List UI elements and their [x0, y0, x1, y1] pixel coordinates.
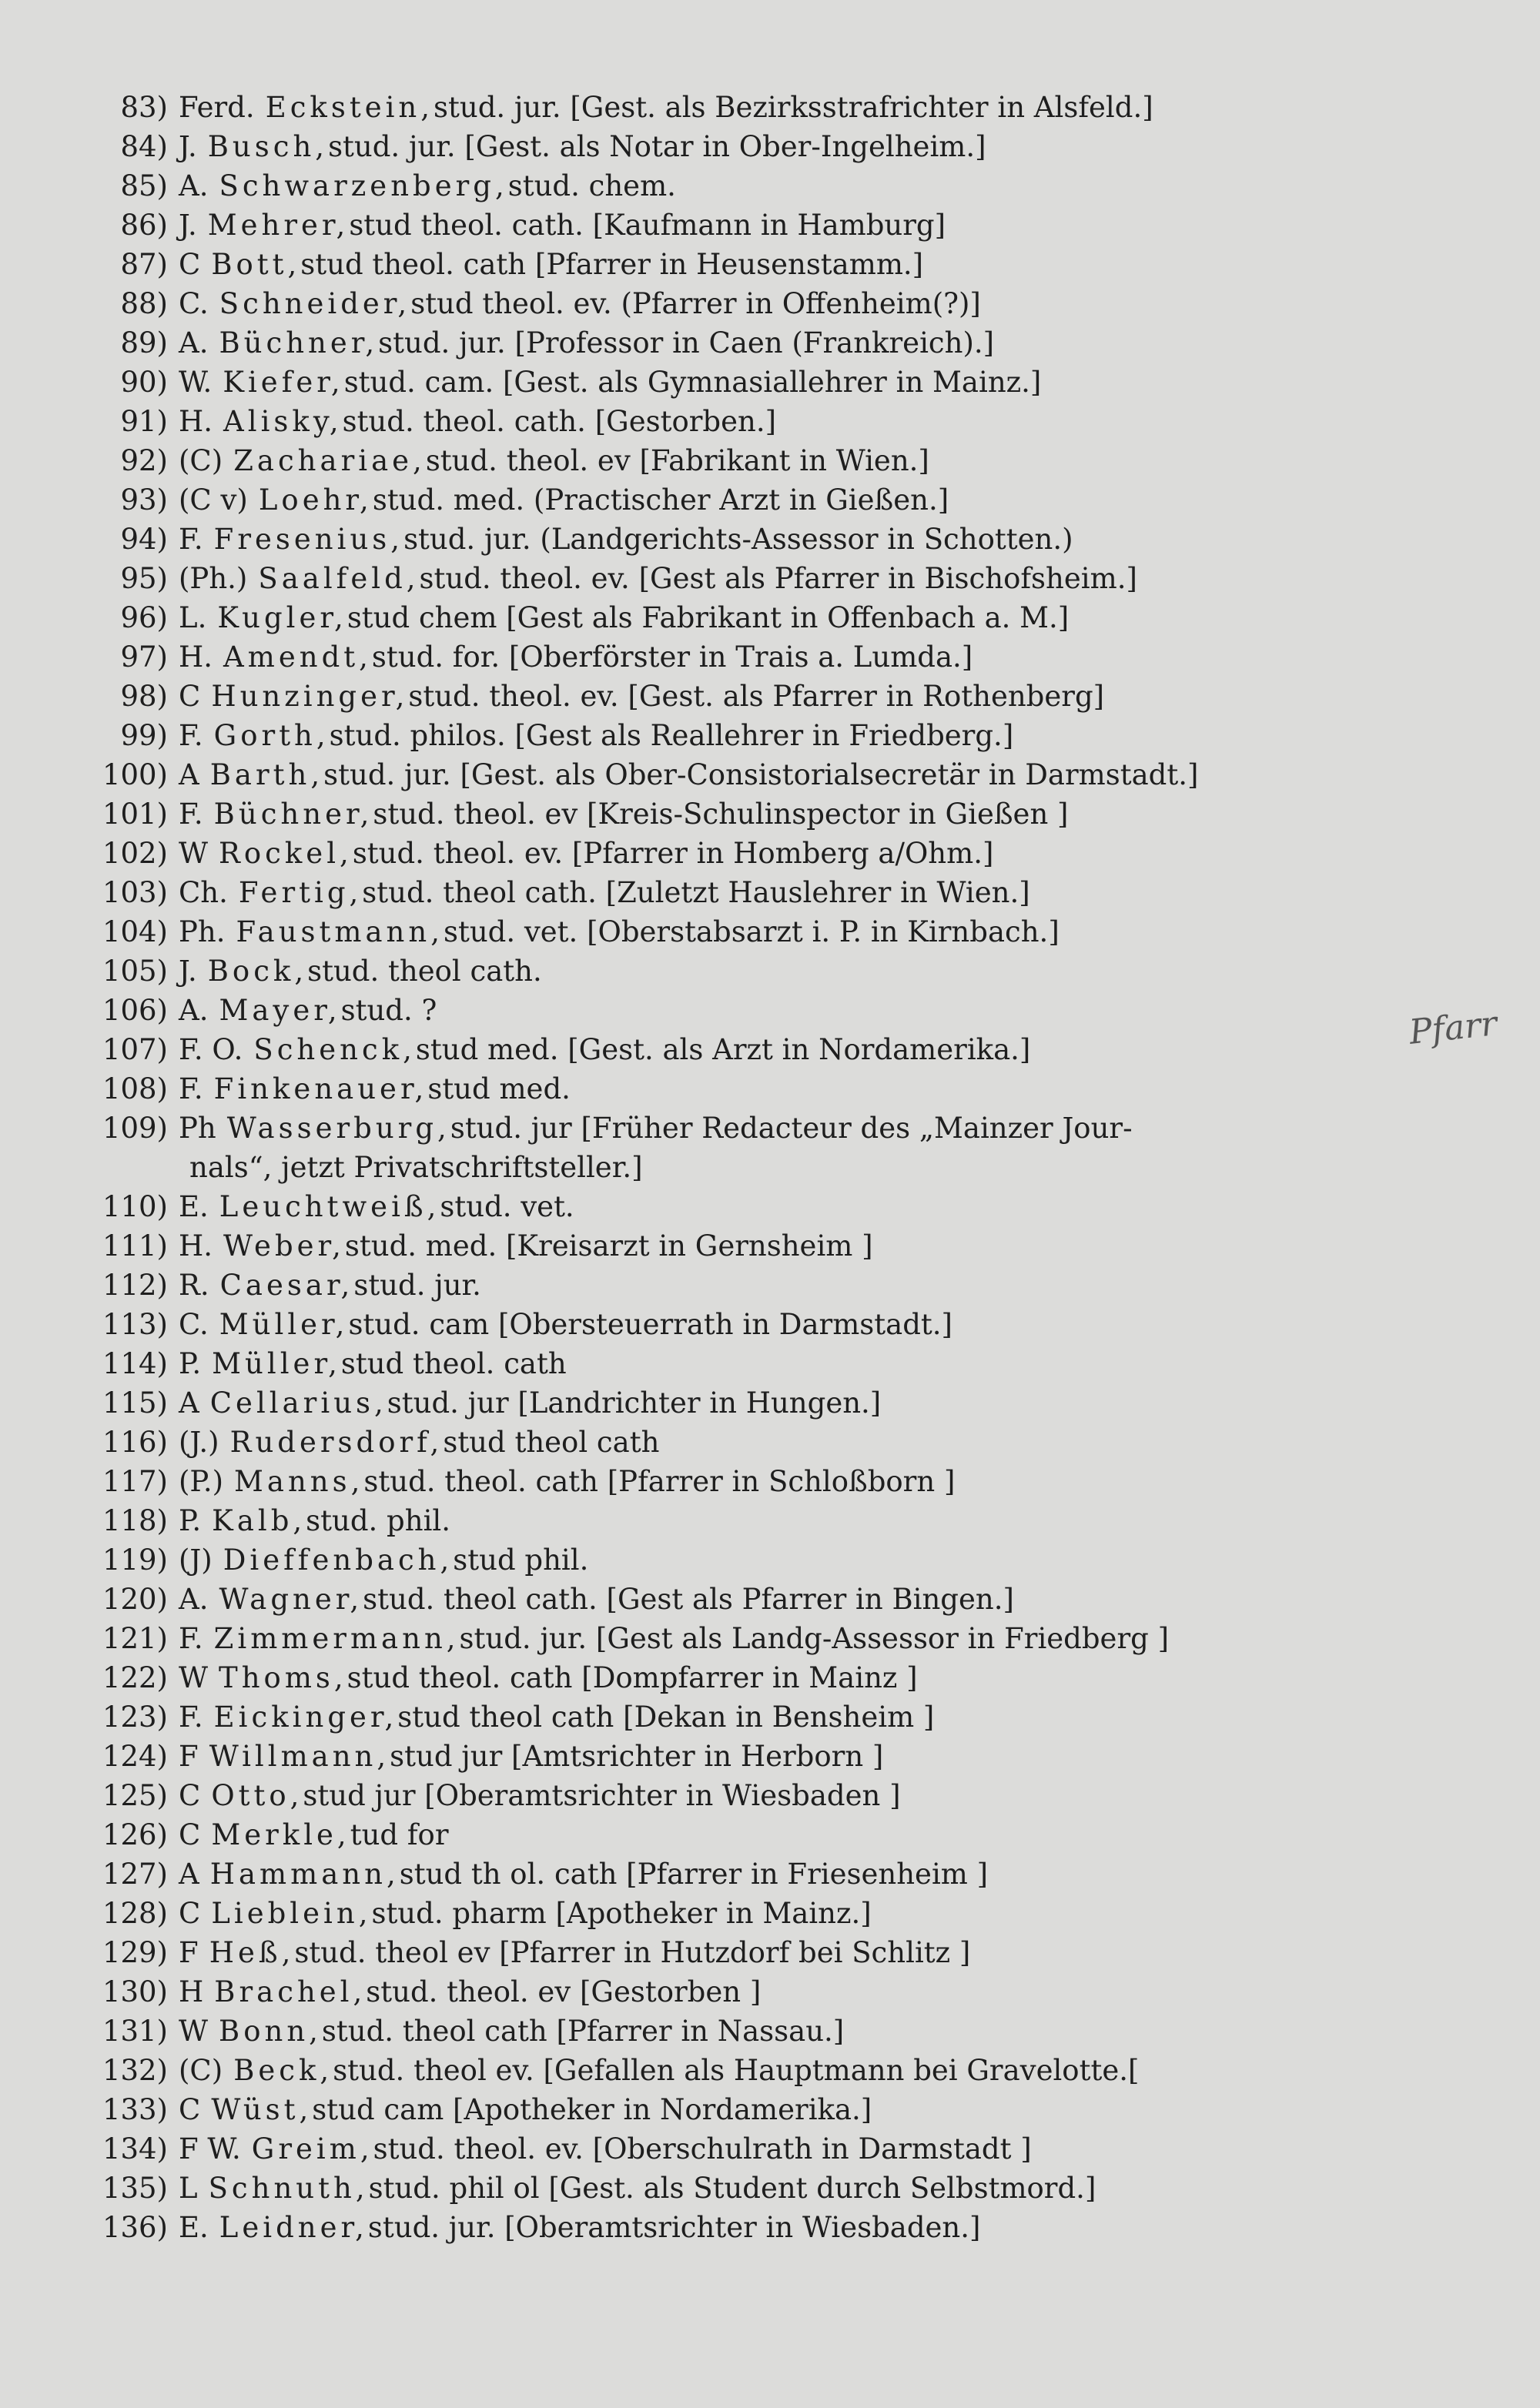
entry-initials: C. — [179, 287, 209, 320]
entry-number: 121) — [102, 1622, 168, 1655]
entry-details: stud. theol ev [Pfarrer in Hutzdorf bei Schlitz ] — [294, 1936, 971, 1969]
entry-number: 95) — [120, 562, 168, 595]
entry-initials: W. — [179, 366, 213, 399]
entry-number: 106) — [102, 994, 168, 1027]
list-entry — [0, 444, 1540, 483]
entry-surname: Finkenauer, — [213, 1072, 428, 1105]
entry-initials: C — [179, 680, 201, 713]
entry-details: stud theol. cath [Dompfarrer in Mainz ] — [346, 1661, 918, 1694]
list-entry — [0, 1975, 1540, 2015]
entry-initials: C — [179, 1779, 201, 1812]
entry-details: stud. jur [Landrichter in Hungen.] — [387, 1386, 882, 1420]
list-entry — [0, 326, 1540, 366]
list-entry — [0, 994, 1540, 1033]
entry-surname: Manns, — [234, 1465, 364, 1498]
list-entry — [0, 405, 1540, 444]
entry-initials: F. — [179, 798, 203, 831]
list-entry — [0, 601, 1540, 640]
entry-details: stud med. — [427, 1072, 571, 1105]
entry-surname: Wasserburg, — [226, 1112, 450, 1145]
list-entry — [0, 1386, 1540, 1426]
entry-surname: Hammann, — [209, 1858, 400, 1891]
entry-surname: Wagner, — [219, 1583, 363, 1616]
entry-initials: A — [179, 1386, 199, 1420]
entry-surname: Rudersdorf, — [229, 1426, 444, 1459]
list-entry — [0, 91, 1540, 130]
entry-initials: A — [179, 1858, 199, 1891]
entry-details: stud. philos. [Gest als Reallehrer in Friedberg.] — [329, 719, 1014, 752]
entry-initials: H. — [179, 640, 213, 674]
entry-surname: Kalb, — [212, 1504, 306, 1537]
entry-number: 85) — [120, 169, 168, 202]
entry-initials: F. — [179, 1072, 203, 1105]
list-entry — [0, 169, 1540, 209]
entry-surname: Fertig, — [238, 876, 363, 909]
entry-surname: Willmann, — [209, 1740, 390, 1773]
entry-number: 90) — [120, 366, 168, 399]
entry-number: 101) — [102, 798, 168, 831]
entry-initials: (C v) — [179, 483, 248, 517]
list-entry — [0, 2054, 1540, 2093]
list-entry — [0, 2172, 1540, 2211]
entry-surname: Weber, — [223, 1229, 345, 1263]
entry-surname: Fresenius, — [213, 523, 404, 556]
entry-details: stud. jur. [Gest als Landg-Assessor in Friedberg ] — [459, 1622, 1170, 1655]
entry-surname: Caesar, — [219, 1269, 354, 1302]
entry-number: 96) — [120, 601, 168, 634]
entry-surname: Leuchtweiß, — [219, 1190, 440, 1223]
handwritten-margin-note: Pfarr — [1407, 1004, 1499, 1052]
entry-initials: P. — [179, 1347, 202, 1380]
entry-surname: Rockel, — [219, 837, 353, 870]
entry-number: 83) — [120, 91, 168, 124]
entry-number: 126) — [102, 1818, 168, 1851]
entry-number: 130) — [102, 1975, 168, 2008]
entry-initials: (C) — [179, 2054, 223, 2087]
list-entry — [0, 719, 1540, 758]
entry-details: stud. theol. ev. [Gest als Pfarrer in Bischofsheim.] — [419, 562, 1137, 595]
entry-details: stud chem [Gest als Fabrikant in Offenbach a. M.] — [346, 601, 1070, 634]
list-entry — [0, 209, 1540, 248]
entry-number: 84) — [120, 130, 168, 163]
entry-details: stud. theol. ev [Fabrikant in Wien.] — [425, 444, 929, 477]
entry-number: 107) — [102, 1033, 168, 1066]
entry-details: stud cam [Apotheker in Nordamerika.] — [312, 2093, 872, 2126]
entry-details: stud. theol. cath. [Gestorben.] — [342, 405, 777, 438]
entry-continuation: nals“, jetzt Privatschriftsteller.] — [189, 1151, 643, 1184]
list-entry — [0, 2093, 1540, 2132]
entry-initials: R. — [179, 1269, 209, 1302]
entry-surname: Zachariae, — [233, 444, 426, 477]
entry-number: 87) — [120, 248, 168, 281]
entry-initials: E. — [179, 1190, 209, 1223]
entry-number: 108) — [102, 1072, 168, 1105]
entry-initials: A. — [179, 994, 209, 1027]
entry-surname: Müller, — [212, 1347, 341, 1380]
list-entry — [0, 248, 1540, 287]
entry-initials: F. — [179, 1622, 203, 1655]
entry-number: 119) — [102, 1543, 168, 1577]
entry-number: 116) — [102, 1426, 168, 1459]
entry-details: stud med. [Gest. als Arzt in Nordamerika.] — [415, 1033, 1031, 1066]
entry-surname: Schenck, — [253, 1033, 416, 1066]
entry-details: stud. cam. [Gest. als Gymnasiallehrer in Mainz.] — [343, 366, 1042, 399]
list-entry — [0, 1190, 1540, 1229]
entry-details: stud. theol. ev [Kreis-Schulinspector in Gießen ] — [373, 798, 1069, 831]
entry-details: stud. theol. cath [Pfarrer in Schloßborn ] — [363, 1465, 956, 1498]
entry-details: stud. vet. [Oberstabsarzt i. P. in Kirnbach.] — [443, 915, 1060, 948]
entry-initials: A. — [179, 169, 209, 202]
entry-details: stud. med. [Kreisarzt in Gernsheim ] — [344, 1229, 873, 1263]
entry-number: 127) — [102, 1858, 168, 1891]
entry-number: 99) — [120, 719, 168, 752]
entry-initials: A — [179, 758, 199, 791]
list-entry — [0, 758, 1540, 798]
entry-details: stud. jur. [Gest. als Notar in Ober-Ingelheim.] — [328, 130, 986, 163]
entry-surname: Schwarzenberg, — [219, 169, 508, 202]
entry-surname: Alisky, — [223, 405, 343, 438]
entry-surname: Lieblein, — [211, 1897, 372, 1930]
entry-initials: F — [179, 1936, 199, 1969]
entry-surname: Gorth, — [213, 719, 330, 752]
entry-details: stud. cam [Obersteuerrath in Darmstadt.] — [348, 1308, 952, 1341]
entry-initials: A. — [179, 326, 209, 360]
entry-initials: P. — [179, 1504, 202, 1537]
entry-details: stud theol. cath [Pfarrer in Heusenstamm.] — [300, 248, 924, 281]
entry-surname: Schnuth, — [208, 2172, 369, 2205]
entry-surname: Brachel, — [214, 1975, 367, 2008]
entry-initials: W — [179, 1661, 209, 1694]
entry-surname: Merkle, — [211, 1818, 350, 1851]
list-entry — [0, 1229, 1540, 1269]
entry-initials: H. — [179, 1229, 213, 1263]
list-entry — [0, 1701, 1540, 1740]
entry-number: 110) — [102, 1190, 168, 1223]
entry-details: stud theol cath [Dekan in Bensheim ] — [397, 1701, 935, 1734]
list-entry — [0, 837, 1540, 876]
entry-initials: (Ph.) — [179, 562, 248, 595]
entry-initials: W — [179, 837, 209, 870]
student-list — [0, 91, 1540, 2250]
entry-initials: J. — [179, 209, 197, 242]
entry-details: stud. theol ev. [Gefallen als Hauptmann bei Gravelotte.[ — [333, 2054, 1140, 2087]
list-entry — [0, 1622, 1540, 1661]
entry-details: stud. vet. — [440, 1190, 574, 1223]
list-entry — [0, 1308, 1540, 1347]
entry-number: 97) — [120, 640, 168, 674]
entry-details: stud. for. [Oberförster in Trais a. Lumda.] — [371, 640, 973, 674]
entry-details: stud th ol. cath [Pfarrer in Friesenheim ] — [399, 1858, 989, 1891]
entry-initials: C — [179, 2093, 201, 2126]
entry-number: 94) — [120, 523, 168, 556]
entry-initials: C — [179, 1897, 201, 1930]
entry-details: stud. theol. ev. [Pfarrer in Homberg a/Ohm.] — [352, 837, 994, 870]
list-entry — [0, 130, 1540, 169]
entry-number: 117) — [102, 1465, 168, 1498]
list-entry — [0, 1347, 1540, 1386]
entry-initials: C — [179, 248, 201, 281]
entry-initials: F. O. — [179, 1033, 243, 1066]
entry-details: stud theol. cath — [340, 1347, 567, 1380]
entry-number: 89) — [120, 326, 168, 360]
entry-initials: (C) — [179, 444, 223, 477]
entry-number: 128) — [102, 1897, 168, 1930]
list-entry — [0, 1269, 1540, 1308]
entry-surname: Saalfeld, — [258, 562, 420, 595]
list-entry — [0, 640, 1540, 680]
entry-number: 93) — [120, 483, 168, 517]
entry-surname: Thoms, — [219, 1661, 347, 1694]
entry-number: 105) — [102, 955, 168, 988]
entry-initials: J. — [179, 955, 197, 988]
entry-number: 136) — [102, 2211, 168, 2244]
entry-details: stud. jur. (Landgerichts-Assessor in Schotten.) — [403, 523, 1073, 556]
list-entry — [0, 1033, 1540, 1072]
list-entry — [0, 2132, 1540, 2172]
entry-number: 109) — [102, 1112, 168, 1145]
entry-number: 118) — [102, 1504, 168, 1537]
entry-surname: Kiefer, — [223, 366, 344, 399]
list-entry — [0, 876, 1540, 915]
entry-details: stud phil. — [453, 1543, 589, 1577]
entry-details: stud. theol cath. [Gest als Pfarrer in Bingen.] — [363, 1583, 1014, 1616]
entry-details: stud theol cath — [443, 1426, 660, 1459]
entry-initials: Ph — [179, 1112, 216, 1145]
entry-surname: Bonn, — [219, 2015, 322, 2048]
entry-details: stud. phil. — [306, 1504, 450, 1537]
entry-surname: Wüst, — [211, 2093, 313, 2126]
entry-surname: Leidner, — [219, 2211, 368, 2244]
entry-details: stud. ? — [340, 994, 437, 1027]
list-entry — [0, 483, 1540, 523]
entry-details: stud. jur [Früher Redacteur des „Mainzer Jour- — [450, 1112, 1133, 1145]
entry-number: 92) — [120, 444, 168, 477]
list-entry — [0, 1583, 1540, 1622]
entry-surname: Amendt, — [223, 640, 372, 674]
entry-surname: Heß, — [209, 1936, 295, 1969]
entry-number: 131) — [102, 2015, 168, 2048]
entry-initials: L. — [179, 601, 207, 634]
entry-details: stud theol. cath. [Kaufmann in Hamburg] — [349, 209, 946, 242]
list-entry — [0, 1897, 1540, 1936]
entry-number: 102) — [102, 837, 168, 870]
entry-number: 135) — [102, 2172, 168, 2205]
entry-initials: J. — [179, 130, 197, 163]
entry-details: stud. jur. [Gest. als Bezirksstrafrichter in Alsfeld.] — [434, 91, 1153, 124]
entry-number: 100) — [102, 758, 168, 791]
list-entry — [0, 1936, 1540, 1975]
entry-details: stud. chem. — [507, 169, 676, 202]
entry-number: 91) — [120, 405, 168, 438]
entry-number: 114) — [102, 1347, 168, 1380]
entry-initials: F W. — [179, 2132, 241, 2166]
entry-details: tud for — [350, 1818, 449, 1851]
entry-surname: Schneider, — [219, 287, 411, 320]
entry-surname: Hunzinger, — [211, 680, 409, 713]
entry-number: 125) — [102, 1779, 168, 1812]
entry-initials: Ph. — [179, 915, 226, 948]
entry-surname: Kugler, — [217, 601, 347, 634]
entry-initials: C. — [179, 1308, 209, 1341]
entry-initials: E. — [179, 2211, 209, 2244]
entry-initials: F. — [179, 523, 203, 556]
entry-surname: Eickinger, — [213, 1701, 398, 1734]
entry-number: 104) — [102, 915, 168, 948]
list-entry — [0, 1072, 1540, 1112]
entry-details: stud. theol cath. — [307, 955, 542, 988]
list-entry — [0, 1740, 1540, 1779]
entry-initials: (J) — [179, 1543, 213, 1577]
entry-surname: Büchner, — [219, 326, 379, 360]
entry-number: 103) — [102, 876, 168, 909]
entry-initials: (P.) — [179, 1465, 224, 1498]
entry-initials: H — [179, 1975, 204, 2008]
entry-details: stud jur [Oberamtsrichter in Wiesbaden ] — [303, 1779, 901, 1812]
entry-details: stud. theol cath. [Zuletzt Hauslehrer in Wien.] — [362, 876, 1030, 909]
entry-surname: Eckstein, — [265, 91, 434, 124]
entry-surname: Greim, — [251, 2132, 373, 2166]
list-entry — [0, 955, 1540, 994]
entry-surname: Büchner, — [213, 798, 373, 831]
entry-details: stud. med. (Practischer Arzt in Gießen.] — [372, 483, 949, 517]
entry-initials: Ferd. — [179, 91, 255, 124]
entry-surname: Cellarius, — [209, 1386, 387, 1420]
entry-details: stud. phil ol [Gest. als Student durch Selbstmord.] — [368, 2172, 1096, 2205]
list-entry — [0, 1426, 1540, 1465]
entry-details: stud. theol. ev. [Oberschulrath in Darmstadt ] — [373, 2132, 1032, 2166]
list-entry — [0, 915, 1540, 955]
entry-surname: Bock, — [207, 955, 308, 988]
entry-initials: F. — [179, 719, 203, 752]
entry-number: 111) — [102, 1229, 168, 1263]
entry-surname: Mehrer, — [207, 209, 350, 242]
entry-details: stud. jur. [Gest. als Ober-Consistorialsecretär in Darmstadt.] — [323, 758, 1199, 791]
entry-number: 122) — [102, 1661, 168, 1694]
list-entry — [0, 1858, 1540, 1897]
entry-surname: Bott, — [211, 248, 301, 281]
entry-details: stud jur [Amtsrichter in Herborn ] — [390, 1740, 884, 1773]
list-entry — [0, 562, 1540, 601]
entry-number: 112) — [102, 1269, 168, 1302]
entry-details: stud. jur. [Oberamtsrichter in Wiesbaden.] — [367, 2211, 981, 2244]
list-entry — [0, 680, 1540, 719]
list-entry — [0, 1543, 1540, 1583]
entry-details: stud. pharm [Apotheker in Mainz.] — [371, 1897, 872, 1930]
entry-number: 115) — [102, 1386, 168, 1420]
entry-details: stud. theol cath [Pfarrer in Nassau.] — [321, 2015, 845, 2048]
entry-number: 86) — [120, 209, 168, 242]
entry-details: stud. jur. [Professor in Caen (Frankreich).] — [378, 326, 995, 360]
entry-details: stud. jur. — [353, 1269, 481, 1302]
entry-details: stud. theol. ev [Gestorben ] — [366, 1975, 762, 2008]
entry-initials: H. — [179, 405, 213, 438]
list-entry — [0, 1465, 1540, 1504]
entry-number: 123) — [102, 1701, 168, 1734]
entry-surname: Zimmermann, — [213, 1622, 460, 1655]
entry-initials: A. — [179, 1583, 209, 1616]
entry-initials: L — [179, 2172, 198, 2205]
entry-details: stud theol. ev. (Pfarrer in Offenheim(?)] — [410, 287, 981, 320]
entry-number: 120) — [102, 1583, 168, 1616]
list-entry — [0, 1661, 1540, 1701]
list-entry — [0, 2211, 1540, 2250]
list-entry — [0, 1112, 1540, 1151]
entry-surname: Otto, — [211, 1779, 303, 1812]
entry-number: 129) — [102, 1936, 168, 1969]
entry-surname: Dieffenbach, — [223, 1543, 454, 1577]
entry-surname: Busch, — [207, 130, 329, 163]
list-entry — [0, 2015, 1540, 2054]
list-entry — [0, 366, 1540, 405]
list-entry — [0, 1504, 1540, 1543]
entry-surname: Müller, — [219, 1308, 349, 1341]
entry-number: 133) — [102, 2093, 168, 2126]
list-entry — [0, 1818, 1540, 1858]
entry-initials: F. — [179, 1701, 203, 1734]
list-entry — [0, 523, 1540, 562]
entry-number: 134) — [102, 2132, 168, 2166]
entry-surname: Loehr, — [258, 483, 373, 517]
entry-initials: C — [179, 1818, 201, 1851]
entry-surname: Mayer, — [219, 994, 341, 1027]
entry-number: 88) — [120, 287, 168, 320]
entry-number: 98) — [120, 680, 168, 713]
entry-number: 132) — [102, 2054, 168, 2087]
entry-surname: Beck, — [233, 2054, 333, 2087]
entry-number: 124) — [102, 1740, 168, 1773]
list-entry — [0, 798, 1540, 837]
entry-surname: Faustmann, — [236, 915, 444, 948]
entry-details: stud. theol. ev. [Gest. als Pfarrer in Rothenberg] — [408, 680, 1105, 713]
entry-initials: Ch. — [179, 876, 228, 909]
list-entry — [0, 287, 1540, 326]
list-entry — [0, 1779, 1540, 1818]
entry-initials: F — [179, 1740, 199, 1773]
entry-number: 113) — [102, 1308, 168, 1341]
entry-initials: (J.) — [179, 1426, 219, 1459]
entry-initials: W — [179, 2015, 209, 2048]
entry-surname: Barth, — [209, 758, 324, 791]
